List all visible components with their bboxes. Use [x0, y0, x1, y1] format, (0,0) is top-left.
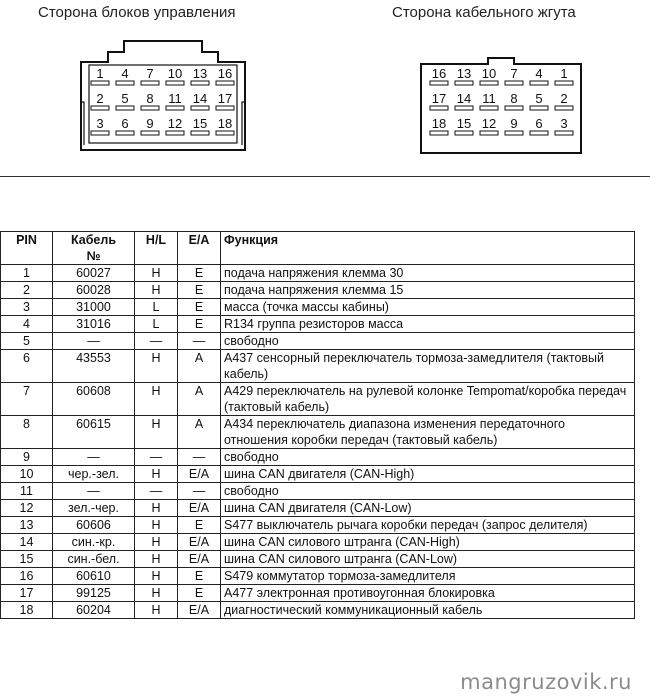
hl-cell: H	[135, 585, 178, 602]
pin-cell: 11	[1, 483, 53, 500]
control-unit-pin-6: 6	[121, 116, 129, 131]
control-unit-pin-2: 2	[96, 91, 104, 106]
ea-cell: —	[178, 483, 221, 500]
harness-pin-14: 14	[456, 91, 472, 106]
control-unit-pin-4: 4	[121, 66, 129, 81]
control-unit-pin-slot-11	[166, 106, 184, 110]
function-cell: R134 группа резисторов масса	[221, 316, 635, 333]
harness-pin-slot-13	[455, 81, 473, 85]
control-unit-pin-11: 11	[168, 91, 182, 106]
harness-pin-slot-6	[530, 131, 548, 135]
function-cell: подача напряжения клемма 30	[221, 265, 635, 282]
table-row	[1, 551, 635, 568]
header-ea: E/A	[178, 232, 221, 265]
harness-pin-9: 9	[510, 116, 518, 131]
harness-pin-15: 15	[456, 116, 472, 131]
harness-connector-drawing	[418, 56, 584, 156]
harness-pin-8: 8	[510, 91, 518, 106]
function-cell: масса (точка массы кабины)	[221, 299, 635, 316]
control-unit-pin-5: 5	[121, 91, 129, 106]
function-cell: A477 электронная противоугонная блокировка	[221, 585, 635, 602]
table-row	[1, 416, 635, 449]
pin-table	[0, 231, 635, 619]
harness-pin-3: 3	[560, 116, 568, 131]
watermark: mangruzovik.ru	[460, 670, 632, 694]
harness-pin-slot-4	[530, 81, 548, 85]
harness-pin-12: 12	[481, 116, 497, 131]
control-unit-pin-slot-9	[141, 131, 159, 135]
harness-pin-10: 10	[481, 66, 497, 81]
header-pin: PIN	[1, 232, 53, 265]
control-unit-pin-slot-18	[216, 131, 234, 135]
cable-cell: 60028	[53, 282, 135, 299]
header-hl: H/L	[135, 232, 178, 265]
cable-cell: син.-кр.	[53, 534, 135, 551]
cable-cell: 60204	[53, 602, 135, 619]
ea-cell: A	[178, 383, 221, 416]
ea-cell: E	[178, 585, 221, 602]
pin-cell: 10	[1, 466, 53, 483]
ea-cell: E/A	[178, 551, 221, 568]
control-unit-pin-slot-13	[191, 81, 209, 85]
control-unit-side-title: Сторона блоков управления	[38, 4, 236, 21]
table-row	[1, 265, 635, 282]
harness-pin-17: 17	[431, 91, 447, 106]
control-unit-pin-18: 18	[217, 116, 233, 131]
control-unit-pin-slot-10	[166, 81, 184, 85]
pin-cell: 8	[1, 416, 53, 449]
harness-pin-slot-11	[480, 106, 498, 110]
hl-cell: H	[135, 602, 178, 619]
control-unit-pin-17: 17	[217, 91, 233, 106]
table-row	[1, 299, 635, 316]
ea-cell: —	[178, 449, 221, 466]
hl-cell: —	[135, 333, 178, 350]
harness-pin-slot-2	[555, 106, 573, 110]
harness-pin-5: 5	[535, 91, 543, 106]
function-cell: свободно	[221, 449, 635, 466]
control-unit-pin-slot-15	[191, 131, 209, 135]
ea-cell: E	[178, 265, 221, 282]
control-unit-pin-14: 14	[192, 91, 208, 106]
control-unit-pin-slot-3	[91, 131, 109, 135]
control-unit-pin-slot-17	[216, 106, 234, 110]
control-unit-pin-slot-5	[116, 106, 134, 110]
cable-cell: 60027	[53, 265, 135, 282]
pin-cell: 7	[1, 383, 53, 416]
function-cell: S479 коммутатор тормоза-замедлителя	[221, 568, 635, 585]
function-cell: шина CAN силового штранга (CAN-Low)	[221, 551, 635, 568]
function-cell: подача напряжения клемма 15	[221, 282, 635, 299]
hl-cell: —	[135, 449, 178, 466]
harness-pin-6: 6	[535, 116, 543, 131]
control-unit-pin-13: 13	[192, 66, 208, 81]
function-cell: диагностический коммуникационный кабель	[221, 602, 635, 619]
function-cell: шина CAN двигателя (CAN-High)	[221, 466, 635, 483]
hl-cell: H	[135, 416, 178, 449]
function-cell: A434 переключатель диапазона изменения передаточного отношения коробки передач (тактовый кабель)	[221, 416, 635, 449]
control-unit-pin-slot-2	[91, 106, 109, 110]
harness-pin-slot-15	[455, 131, 473, 135]
table-header-row	[1, 232, 635, 265]
harness-pin-slot-17	[430, 106, 448, 110]
harness-pin-slot-1	[555, 81, 573, 85]
pin-cell: 5	[1, 333, 53, 350]
function-cell: свободно	[221, 483, 635, 500]
pin-cell: 17	[1, 585, 53, 602]
harness-pin-slot-3	[555, 131, 573, 135]
harness-pin-slot-7	[505, 81, 523, 85]
harness-pin-slot-14	[455, 106, 473, 110]
hl-cell: H	[135, 282, 178, 299]
ea-cell: E	[178, 316, 221, 333]
hl-cell: H	[135, 500, 178, 517]
hl-cell: H	[135, 534, 178, 551]
harness-pin-slot-5	[530, 106, 548, 110]
control-unit-pin-8: 8	[146, 91, 154, 106]
table-row	[1, 517, 635, 534]
control-unit-pin-10: 10	[167, 66, 183, 81]
pin-cell: 3	[1, 299, 53, 316]
function-cell: A429 переключатель на рулевой колонке Tempomat/коробка передач (тактовый кабель)	[221, 383, 635, 416]
control-unit-pin-slot-14	[191, 106, 209, 110]
table-row	[1, 350, 635, 383]
control-unit-pin-12: 12	[167, 116, 183, 131]
pin-cell: 2	[1, 282, 53, 299]
harness-connector	[418, 56, 584, 156]
hl-cell: H	[135, 383, 178, 416]
cable-cell: чер.-зел.	[53, 466, 135, 483]
control-unit-pin-slot-12	[166, 131, 184, 135]
ea-cell: A	[178, 416, 221, 449]
header-function: Функция	[221, 232, 635, 265]
ea-cell: E	[178, 568, 221, 585]
cable-cell: син.-бел.	[53, 551, 135, 568]
harness-pin-11: 11	[482, 91, 496, 106]
control-unit-pin-15: 15	[192, 116, 208, 131]
hl-cell: H	[135, 517, 178, 534]
harness-pin-18: 18	[431, 116, 447, 131]
section-divider	[0, 176, 650, 177]
table-row	[1, 333, 635, 350]
cable-cell: зел.-чер.	[53, 500, 135, 517]
hl-cell: L	[135, 299, 178, 316]
hl-cell: H	[135, 350, 178, 383]
control-unit-pin-slot-16	[216, 81, 234, 85]
table-row	[1, 568, 635, 585]
hl-cell: H	[135, 568, 178, 585]
hl-cell: H	[135, 551, 178, 568]
header-cable: Кабель №	[53, 232, 135, 265]
pin-cell: 1	[1, 265, 53, 282]
pin-cell: 12	[1, 500, 53, 517]
cable-cell: —	[53, 333, 135, 350]
control-unit-pin-slot-1	[91, 81, 109, 85]
harness-pin-slot-10	[480, 81, 498, 85]
pin-cell: 13	[1, 517, 53, 534]
table-row	[1, 316, 635, 333]
cable-cell: 60610	[53, 568, 135, 585]
ea-cell: E	[178, 517, 221, 534]
table-row	[1, 466, 635, 483]
control-unit-pin-16: 16	[217, 66, 233, 81]
harness-pin-slot-9	[505, 131, 523, 135]
ea-cell: —	[178, 333, 221, 350]
ea-cell: E/A	[178, 466, 221, 483]
table-row	[1, 602, 635, 619]
harness-pin-7: 7	[510, 66, 518, 81]
pin-cell: 16	[1, 568, 53, 585]
cable-cell: 43553	[53, 350, 135, 383]
ea-cell: A	[178, 350, 221, 383]
cable-cell: —	[53, 449, 135, 466]
ea-cell: E/A	[178, 602, 221, 619]
cable-cell: 31016	[53, 316, 135, 333]
pin-cell: 15	[1, 551, 53, 568]
harness-side-title: Сторона кабельного жгута	[392, 4, 576, 21]
control-unit-pin-7: 7	[146, 66, 154, 81]
harness-pin-slot-8	[505, 106, 523, 110]
control-unit-pin-slot-4	[116, 81, 134, 85]
pin-cell: 14	[1, 534, 53, 551]
cable-cell: 60606	[53, 517, 135, 534]
function-cell: шина CAN силового штранга (CAN-High)	[221, 534, 635, 551]
harness-pin-16: 16	[431, 66, 447, 81]
harness-pin-4: 4	[535, 66, 543, 81]
hl-cell: H	[135, 466, 178, 483]
table-row	[1, 534, 635, 551]
table-row	[1, 383, 635, 416]
cable-cell: 60608	[53, 383, 135, 416]
table-row	[1, 282, 635, 299]
ea-cell: E	[178, 282, 221, 299]
harness-pin-slot-12	[480, 131, 498, 135]
harness-pin-slot-16	[430, 81, 448, 85]
table-row	[1, 449, 635, 466]
hl-cell: L	[135, 316, 178, 333]
harness-pin-1: 1	[560, 66, 568, 81]
function-cell: A437 сенсорный переключатель тормоза-замедлителя (тактовый кабель)	[221, 350, 635, 383]
function-cell: свободно	[221, 333, 635, 350]
hl-cell: H	[135, 265, 178, 282]
harness-pin-slot-18	[430, 131, 448, 135]
pin-cell: 4	[1, 316, 53, 333]
table-row	[1, 500, 635, 517]
pin-cell: 6	[1, 350, 53, 383]
control-unit-pin-slot-6	[116, 131, 134, 135]
hl-cell: —	[135, 483, 178, 500]
control-unit-pin-1: 1	[96, 66, 104, 81]
harness-pin-13: 13	[456, 66, 472, 81]
control-unit-pin-9: 9	[146, 116, 154, 131]
pin-cell: 18	[1, 602, 53, 619]
control-unit-pin-3: 3	[96, 116, 104, 131]
control-unit-connector-drawing	[78, 38, 248, 153]
cable-cell: 60615	[53, 416, 135, 449]
control-unit-pin-slot-8	[141, 106, 159, 110]
cable-cell: 99125	[53, 585, 135, 602]
pin-cell: 9	[1, 449, 53, 466]
function-cell: S477 выключатель рычага коробки передач (запрос делителя)	[221, 517, 635, 534]
ea-cell: E/A	[178, 500, 221, 517]
ea-cell: E/A	[178, 534, 221, 551]
ea-cell: E	[178, 299, 221, 316]
control-unit-connector	[78, 38, 248, 153]
control-unit-pin-slot-7	[141, 81, 159, 85]
harness-pin-2: 2	[560, 91, 568, 106]
table-row	[1, 483, 635, 500]
cable-cell: 31000	[53, 299, 135, 316]
function-cell: шина CAN двигателя (CAN-Low)	[221, 500, 635, 517]
table-row	[1, 585, 635, 602]
cable-cell: —	[53, 483, 135, 500]
